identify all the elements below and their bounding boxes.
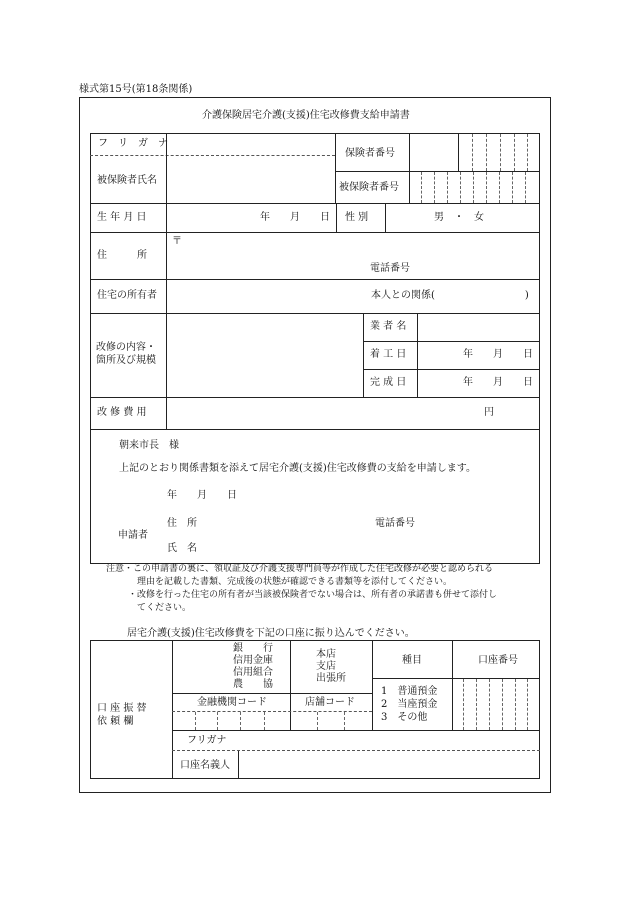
contractor-label: 業 者 名	[370, 321, 407, 332]
note-line-1: 注意・この申請書の裏に、領収証及び介護支援専門員等が作成した住宅改修が必要と認められる	[106, 564, 494, 574]
note-line-4: てください。	[137, 603, 192, 613]
postal-mark: 〒	[172, 236, 182, 247]
applicant-label: 申請者	[118, 530, 148, 541]
account-type-header: 種目	[402, 655, 422, 666]
bank-table	[90, 640, 540, 779]
phone-label: 電話番号	[370, 263, 410, 274]
inst-type-shinkumi: 信用組合	[233, 667, 273, 678]
bank-section-label-2: 依 頼 欄	[97, 716, 134, 727]
sex-label: 性 別	[345, 212, 369, 223]
relation-label: 本人との関係( )	[371, 290, 529, 301]
branch-type-branch: 支店	[316, 661, 336, 672]
branch-type-sub: 出張所	[316, 673, 346, 684]
bank-intro: 居宅介護(支援)住宅改修費を下記の口座に振り込んでください。	[127, 628, 415, 639]
yen-label: 円	[484, 407, 494, 418]
completion-date-format: 年 月 日	[463, 377, 533, 388]
addressee: 朝来市長 様	[119, 440, 179, 451]
insured-name-label: 被保険者氏名	[97, 175, 157, 186]
account-type-ordinary: 1 普通預金	[381, 686, 438, 697]
account-number-header: 口座番号	[478, 655, 518, 666]
form-title: 介護保険居宅介護(支援)住宅改修費支給申請書	[202, 110, 410, 121]
cost-label: 改 修 費 用	[97, 407, 147, 418]
account-type-checking: 2 当座預金	[381, 699, 438, 710]
address-label: 住 所	[97, 250, 147, 261]
applicant-name-label: 氏 名	[167, 543, 197, 554]
branch-code-label: 店舗コード	[305, 697, 355, 708]
account-type-other: 3 その他	[381, 712, 428, 723]
owner-label: 住宅の所有者	[97, 290, 157, 301]
inst-type-bank: 銀 行	[233, 643, 273, 654]
bank-section-label-1: 口 座 振 替	[97, 703, 147, 714]
start-date-label: 着 工 日	[370, 349, 407, 360]
sex-options: 男 ・ 女	[434, 212, 484, 223]
note-line-2: 理由を記載した書類、完成後の状態が確認できる書類等を添付してください。	[137, 577, 453, 587]
applicant-address-label: 住 所	[167, 518, 197, 529]
completion-date-label: 完 成 日	[370, 377, 407, 388]
birth-date-label: 生 年 月 日	[97, 212, 147, 223]
applicant-phone-label: 電話番号	[375, 518, 415, 529]
birth-date-format: 年 月 日	[260, 212, 330, 223]
note-line-3: ・改修を行った住宅の所有者が当該被保険者でない場合は、所有者の承諾書も併せて添付し	[128, 590, 498, 600]
institution-code-label: 金融機関コード	[197, 697, 267, 708]
declaration-date: 年 月 日	[167, 490, 237, 501]
inst-type-nokyo: 農 協	[233, 679, 273, 690]
declaration-statement: 上記のとおり関係書類を添えて居宅介護(支援)住宅改修費の支給を申請します。	[119, 463, 477, 474]
account-holder-label: 口座名義人	[180, 760, 230, 771]
form-number: 様式第15号(第18条関係)	[79, 84, 193, 95]
start-date-format: 年 月 日	[463, 349, 533, 360]
insurer-number-label: 保険者番号	[345, 148, 395, 159]
contents-label-1: 改修の内容・	[96, 342, 156, 353]
furigana-label: フ リ ガ ナ	[98, 138, 168, 149]
branch-type-main: 本店	[316, 649, 336, 660]
inst-type-shinkin: 信用金庫	[233, 655, 273, 666]
bank-furigana-label: フリガナ	[187, 735, 227, 746]
insured-number-label: 被保険者番号	[339, 182, 399, 193]
contents-label-2: 箇所及び規模	[96, 355, 156, 366]
